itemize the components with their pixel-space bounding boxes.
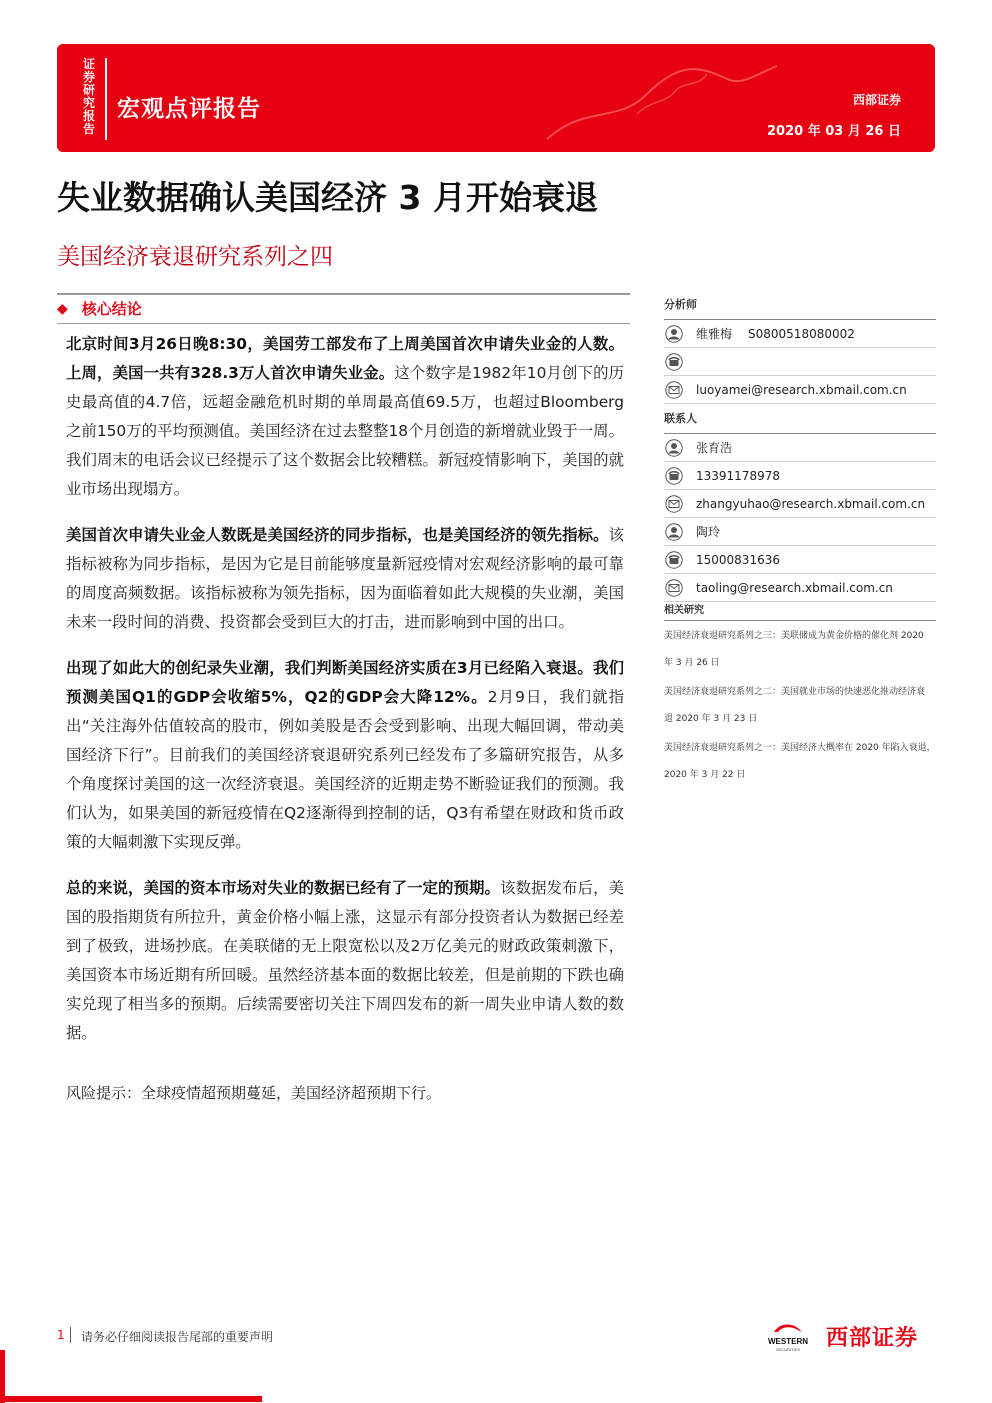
paragraph-text: 这个数字是1982年10月创下的历史最高值的4.7倍，远超金融危机时期的单周最高值69.5万，也超过Bloomberg之前150万的平均预测值。美国经济在过去整整18个月创造的新增就业毁于一周。我们周末的电话会议已经提示了这个数据会比较糟糕。新冠疫情影响下，美国的就业市场出现塌方。 <box>66 364 624 498</box>
related-item-line: 美国经济衰退研究系列之三：美联储成为黄金价格的催化剂 2020 <box>664 631 924 641</box>
page-number: 1 <box>57 1328 65 1342</box>
paragraph-lead: 美国首次申请失业金人数既是美国经济的同步指标，也是美国经济的领先指标。 <box>66 526 609 544</box>
contact-email[interactable]: zhangyuhao@research.xbmail.com.cn <box>696 496 926 511</box>
core-heading <box>57 298 142 319</box>
header-banner <box>57 44 935 152</box>
bullet-icon: ◆ <box>57 300 68 317</box>
analyst-phone-row <box>664 348 936 376</box>
contact-row <box>664 518 936 546</box>
divider <box>57 323 630 324</box>
analyst-email-row <box>664 376 936 404</box>
paragraph <box>66 521 624 637</box>
related-item[interactable] <box>664 735 936 789</box>
page-title: 失业数据确认美国经济 3 月开始衰退 <box>57 178 598 217</box>
phone-icon <box>664 352 684 372</box>
footer-separator <box>70 1327 71 1343</box>
related-item[interactable] <box>664 623 936 677</box>
logo-mark-icon <box>760 1320 816 1352</box>
risk-notice: 风险提示：全球疫情超预期蔓延，美国经济超预期下行。 <box>66 1084 442 1102</box>
paragraph-lead: 总的来说，美国的资本市场对失业的数据已经有了一定的预期。 <box>66 879 501 897</box>
related-item-line: 年 3 月 26 日 <box>664 658 720 668</box>
contact-email-row <box>664 490 936 518</box>
logo-sub-text: SECURITIES <box>775 1347 801 1352</box>
paragraph-lead: 出现了如此大的创纪录失业潮，我们判断美国经济实质在3月已经陷入衰退。我们预测美国Q1的GDP会收缩5%，Q2的GDP会大降12%。 <box>66 659 624 706</box>
contact-phone-row <box>664 462 936 490</box>
contact-name: 张育浩 <box>696 441 733 455</box>
report-date: 2020 年 03 月 26 日 <box>767 124 901 139</box>
paragraph-text: 该指标被称为同步指标，是因为它是目前能够度量新冠疫情对宏观经济影响的最可靠的周度高频数据。该指标被称为领先指标，因为面临着如此大规模的失业潮，美国未来一段时间的消费、投资都会受到巨大的打击，进而影响到中国的出口。 <box>66 526 624 631</box>
analyst-row <box>664 320 936 348</box>
phone-icon <box>664 466 684 486</box>
analyst-heading: 分析师 <box>664 290 936 320</box>
paragraph-text: 该数据发布后，美国的股指期货有所拉升，黄金价格小幅上涨，这显示有部分投资者认为数据已经差到了极致，进场抄底。在美联储的无上限宽松以及2万亿美元的财政政策刺激下，美国资本市场近期有所回暖。虽然经济基本面的数据比较差，但是前期的下跌也确实兑现了相当多的预期。后续需要密切关注下周四发布的新一周失业申请人数的数据。 <box>66 879 624 1042</box>
related-item-line: 2020 年 3 月 22 日 <box>664 770 746 780</box>
person-icon <box>664 522 684 542</box>
paragraph <box>66 874 624 1048</box>
person-icon <box>664 324 684 344</box>
related-item-line: 美国经济衰退研究系列之一：美国经济大概率在 2020 年陷入衰退， <box>664 743 936 753</box>
page-footer <box>0 1316 992 1403</box>
vertical-label: 证券研究报告 <box>82 57 95 136</box>
banner-decoration-icon <box>527 44 787 152</box>
contact-phone-row <box>664 546 936 574</box>
analyst-email[interactable]: luoyamei@research.xbmail.com.cn <box>696 382 907 397</box>
related-heading: 相关研究 <box>664 602 936 621</box>
footer-accent-bar <box>0 1396 262 1402</box>
related-item[interactable] <box>664 679 936 733</box>
phone-icon <box>664 550 684 570</box>
person-icon <box>664 438 684 458</box>
paragraph <box>66 654 624 857</box>
contact-email-row <box>664 574 936 602</box>
core-heading-label: 核心结论 <box>81 300 142 318</box>
footer-notice: 请务必仔细阅读报告尾部的重要声明 <box>81 1330 274 1344</box>
related-item-line: 美国经济衰退研究系列之二：美国就业市场的快速恶化推动经济衰 <box>664 687 926 697</box>
paragraph-lead: 北京时间3月26日晚8:30，美国劳工部发布了上周美国首次申请失业金的人数。上周，美国一共有328.3万人首次申请失业金。 <box>66 335 624 382</box>
contact-row <box>664 434 936 462</box>
paragraph-text: 2月9日，我们就指出“关注海外估值较高的股市，例如美股是否会受到影响、出现大幅回调，带动美国经济下行”。目前我们的美国经济衰退研究系列已经发布了多篇研究报告，从多个角度探讨美国的这一次经济衰退。美国经济的近期走势不断验证我们的预测。我们认为，如果美国的新冠疫情在Q2逐渐得到控制的话，Q3有希望在财政和货币政策的大幅刺激下实现反弹。 <box>66 688 624 851</box>
contact-phone: 13391178978 <box>696 468 780 483</box>
banner-divider <box>105 58 107 140</box>
sidebar <box>664 290 936 789</box>
contact-phone: 15000831636 <box>696 552 780 567</box>
logo-cn-text: 西部证券 <box>826 1325 919 1351</box>
contact-email[interactable]: taoling@research.xbmail.com.cn <box>696 580 893 595</box>
core-body <box>66 330 624 1065</box>
email-icon <box>664 380 684 400</box>
contact-name: 陶玲 <box>696 525 721 539</box>
analyst-license: S0800518080002 <box>748 326 855 341</box>
page-subtitle: 美国经济衰退研究系列之四 <box>57 244 333 270</box>
logo-en-text: WESTERN <box>768 1337 808 1346</box>
report-type: 宏观点评报告 <box>117 96 261 122</box>
paragraph <box>66 330 624 504</box>
contact-heading: 联系人 <box>664 404 936 434</box>
related-item-line: 退 2020 年 3 月 23 日 <box>664 714 758 724</box>
email-icon <box>664 494 684 514</box>
firm-name: 西部证券 <box>852 93 901 107</box>
analyst-name: 维雅梅 <box>696 327 733 341</box>
email-icon <box>664 578 684 598</box>
firm-logo <box>760 1320 918 1352</box>
divider <box>57 293 630 295</box>
